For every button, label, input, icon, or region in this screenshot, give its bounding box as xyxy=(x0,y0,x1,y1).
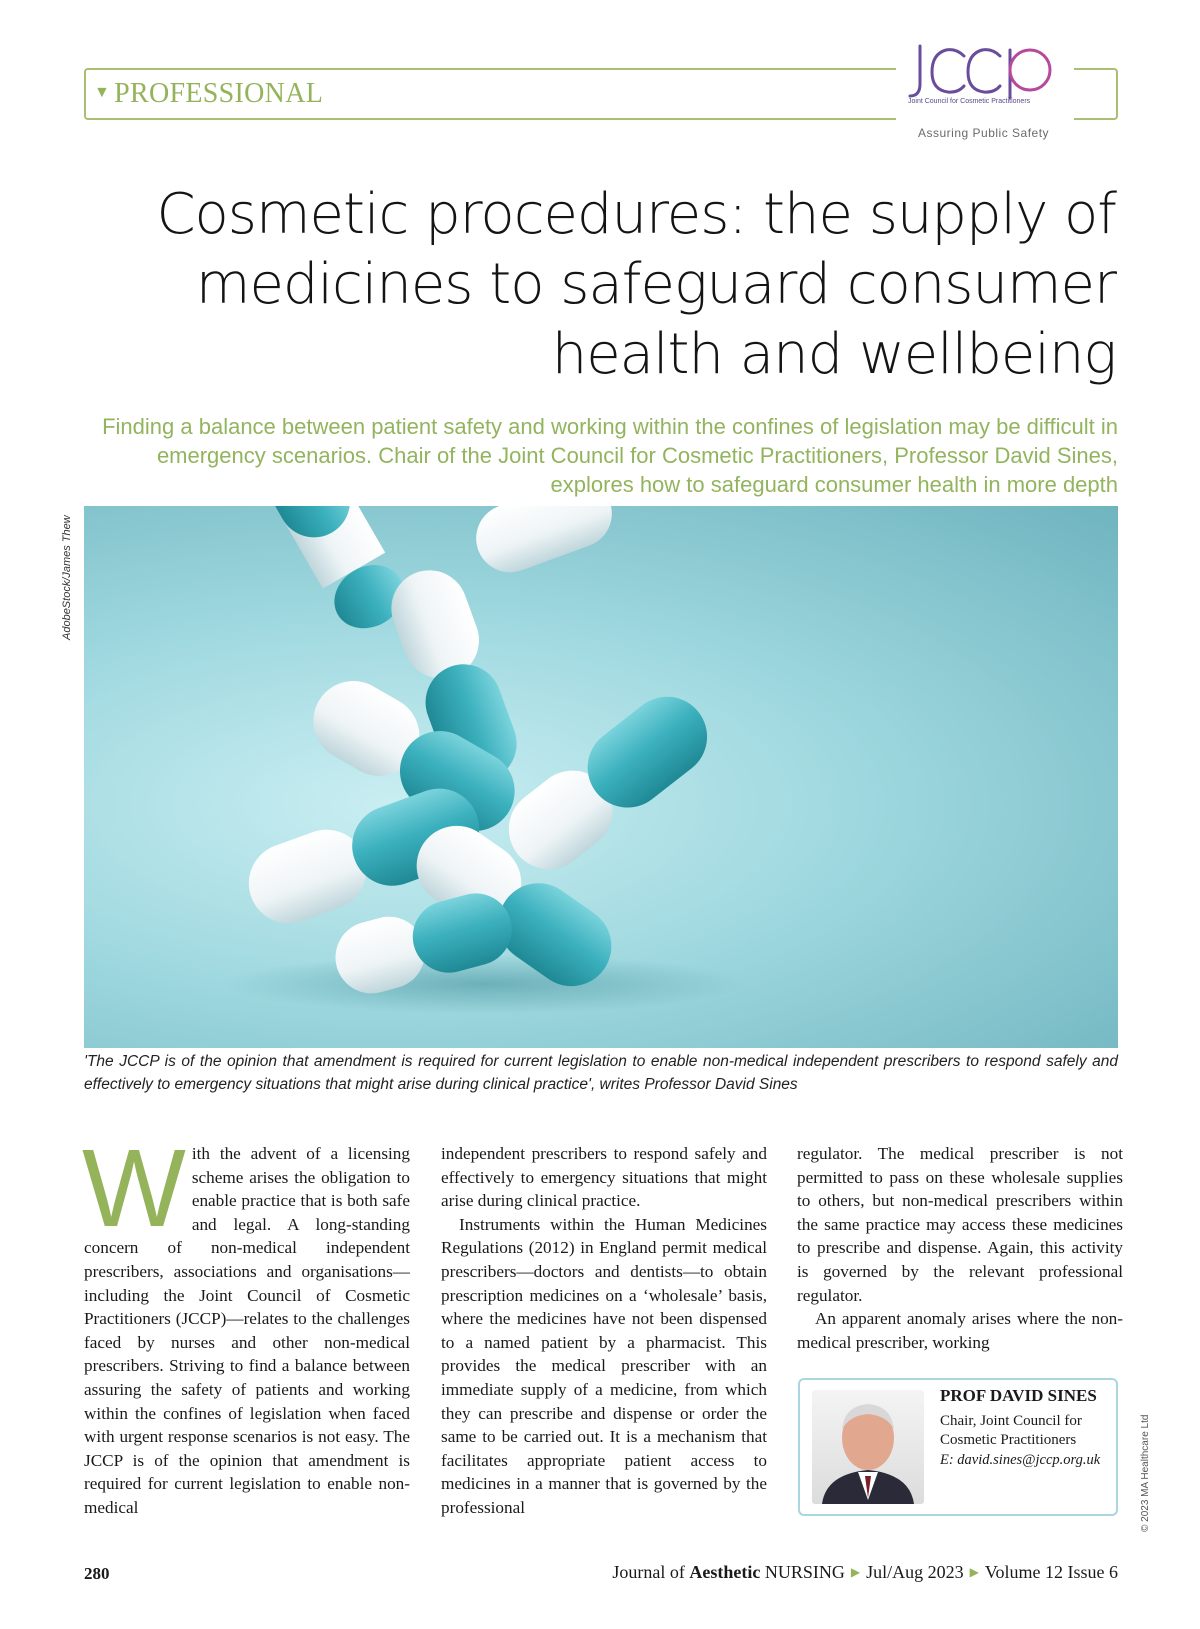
body-column-1 xyxy=(82,1127,410,1520)
author-box xyxy=(798,1378,1118,1516)
body-paragraph: regulator. The medical prescriber is not permitted to pass on these wholesale supplies to others, but non-medical prescribers within the same practice may access these medicines to prescribe and dispense. Again, this activity is governed by the relevant professional regulator. xyxy=(797,1144,1123,1305)
journal-suffix: NURSING xyxy=(764,1562,845,1582)
logo-tagline: Assuring Public Safety xyxy=(918,126,1050,140)
photo-credit: AdobeStock/James Thew xyxy=(61,515,73,640)
article-standfirst: Finding a balance between patient safety and working within the confines of legislation may be difficult in emergency scenarios. Chair of the Joint Council for Cosmetic Practitioners, Professor David Sines, explores how to safeguard consumer health in more depth xyxy=(102,414,1118,497)
jccp-logo xyxy=(896,40,1074,148)
journal-prefix: Journal of xyxy=(612,1562,685,1582)
body-paragraph: An apparent anomaly arises where the non-medical prescriber, working xyxy=(797,1309,1123,1352)
author-role: Chair, Joint Council for Cosmetic Practitioners xyxy=(940,1413,1082,1448)
volume-issue: Volume 12 Issue 6 xyxy=(984,1562,1118,1582)
author-name: PROF DAVID SINES xyxy=(940,1386,1097,1405)
hero-image-capsules xyxy=(84,506,1118,1048)
body-column-2 xyxy=(441,1142,767,1520)
triangle-right-icon: ▶ xyxy=(969,1565,979,1579)
author-email: E: david.sines@jccp.org.uk xyxy=(940,1452,1101,1468)
body-paragraph: independent prescribers to respond safely and effectively to emergency situations that might arise during clinical practice. xyxy=(441,1144,767,1211)
issue-date: Jul/Aug 2023 xyxy=(866,1562,964,1582)
triangle-right-icon: ▶ xyxy=(850,1565,861,1579)
triangle-down-icon: ▼ xyxy=(94,83,111,101)
jccp-wordmark-icon xyxy=(906,40,1064,100)
body-column-3 xyxy=(797,1142,1123,1354)
author-photo xyxy=(812,1390,924,1504)
capsules-illustration xyxy=(84,506,1118,1048)
image-caption: 'The JCCP is of the opinion that amendment is required for current legislation to enable non-medical independent prescribers to respond safely and effectively to emergency situations that might arise during clinical practice', writes Professor David Sines xyxy=(84,1053,1118,1093)
body-paragraph: Instruments within the Human Medicines Regulations (2012) in England permit medical prescribers—doctors and dentists—to obtain prescription medicines on a ‘wholesale’ basis, where the medicines have not been dispensed to a named patient by a pharmacist. This provides the medical prescriber with an immediate supply of a medicine, from which they can prescribe and dispense or order the same to be carried out. It is a mechanism that facilitates appropriate patient access to medicines in a manner that is governed by the professional xyxy=(441,1214,767,1517)
body-paragraph: ith the advent of a licensing scheme arises the obligation to enable practice that is both safe and legal. A long-standing concern of non-medical independent prescribers, associations and organisations—including the Joint Council of Cosmetic Practitioners (JCCP)—relates to the challenges faced by nurses and other non-medical prescribers. Striving to find a balance between assuring the safety of patients and working within the confines of legislation when faced with urgent response scenarios is not easy. The JCCP is of the opinion that amendment is required for current legislation to enable non-medical xyxy=(84,1144,410,1517)
copyright-notice: © 2023 MA Healthcare Ltd xyxy=(1140,1414,1151,1532)
author-portrait-icon xyxy=(812,1390,924,1504)
drop-cap: W xyxy=(82,1127,186,1250)
journal-bold: Aesthetic xyxy=(689,1562,761,1582)
journal-footer xyxy=(612,1562,1118,1583)
section-label: ▼ PROFESSIONAL xyxy=(94,78,324,109)
logo-subtitle: Joint Council for Cosmetic Practitioners xyxy=(908,98,1031,105)
article-title: Cosmetic procedures: the supply of medicines to safeguard consumer health and wellbeing xyxy=(156,182,1116,387)
page-number: 280 xyxy=(84,1564,110,1583)
